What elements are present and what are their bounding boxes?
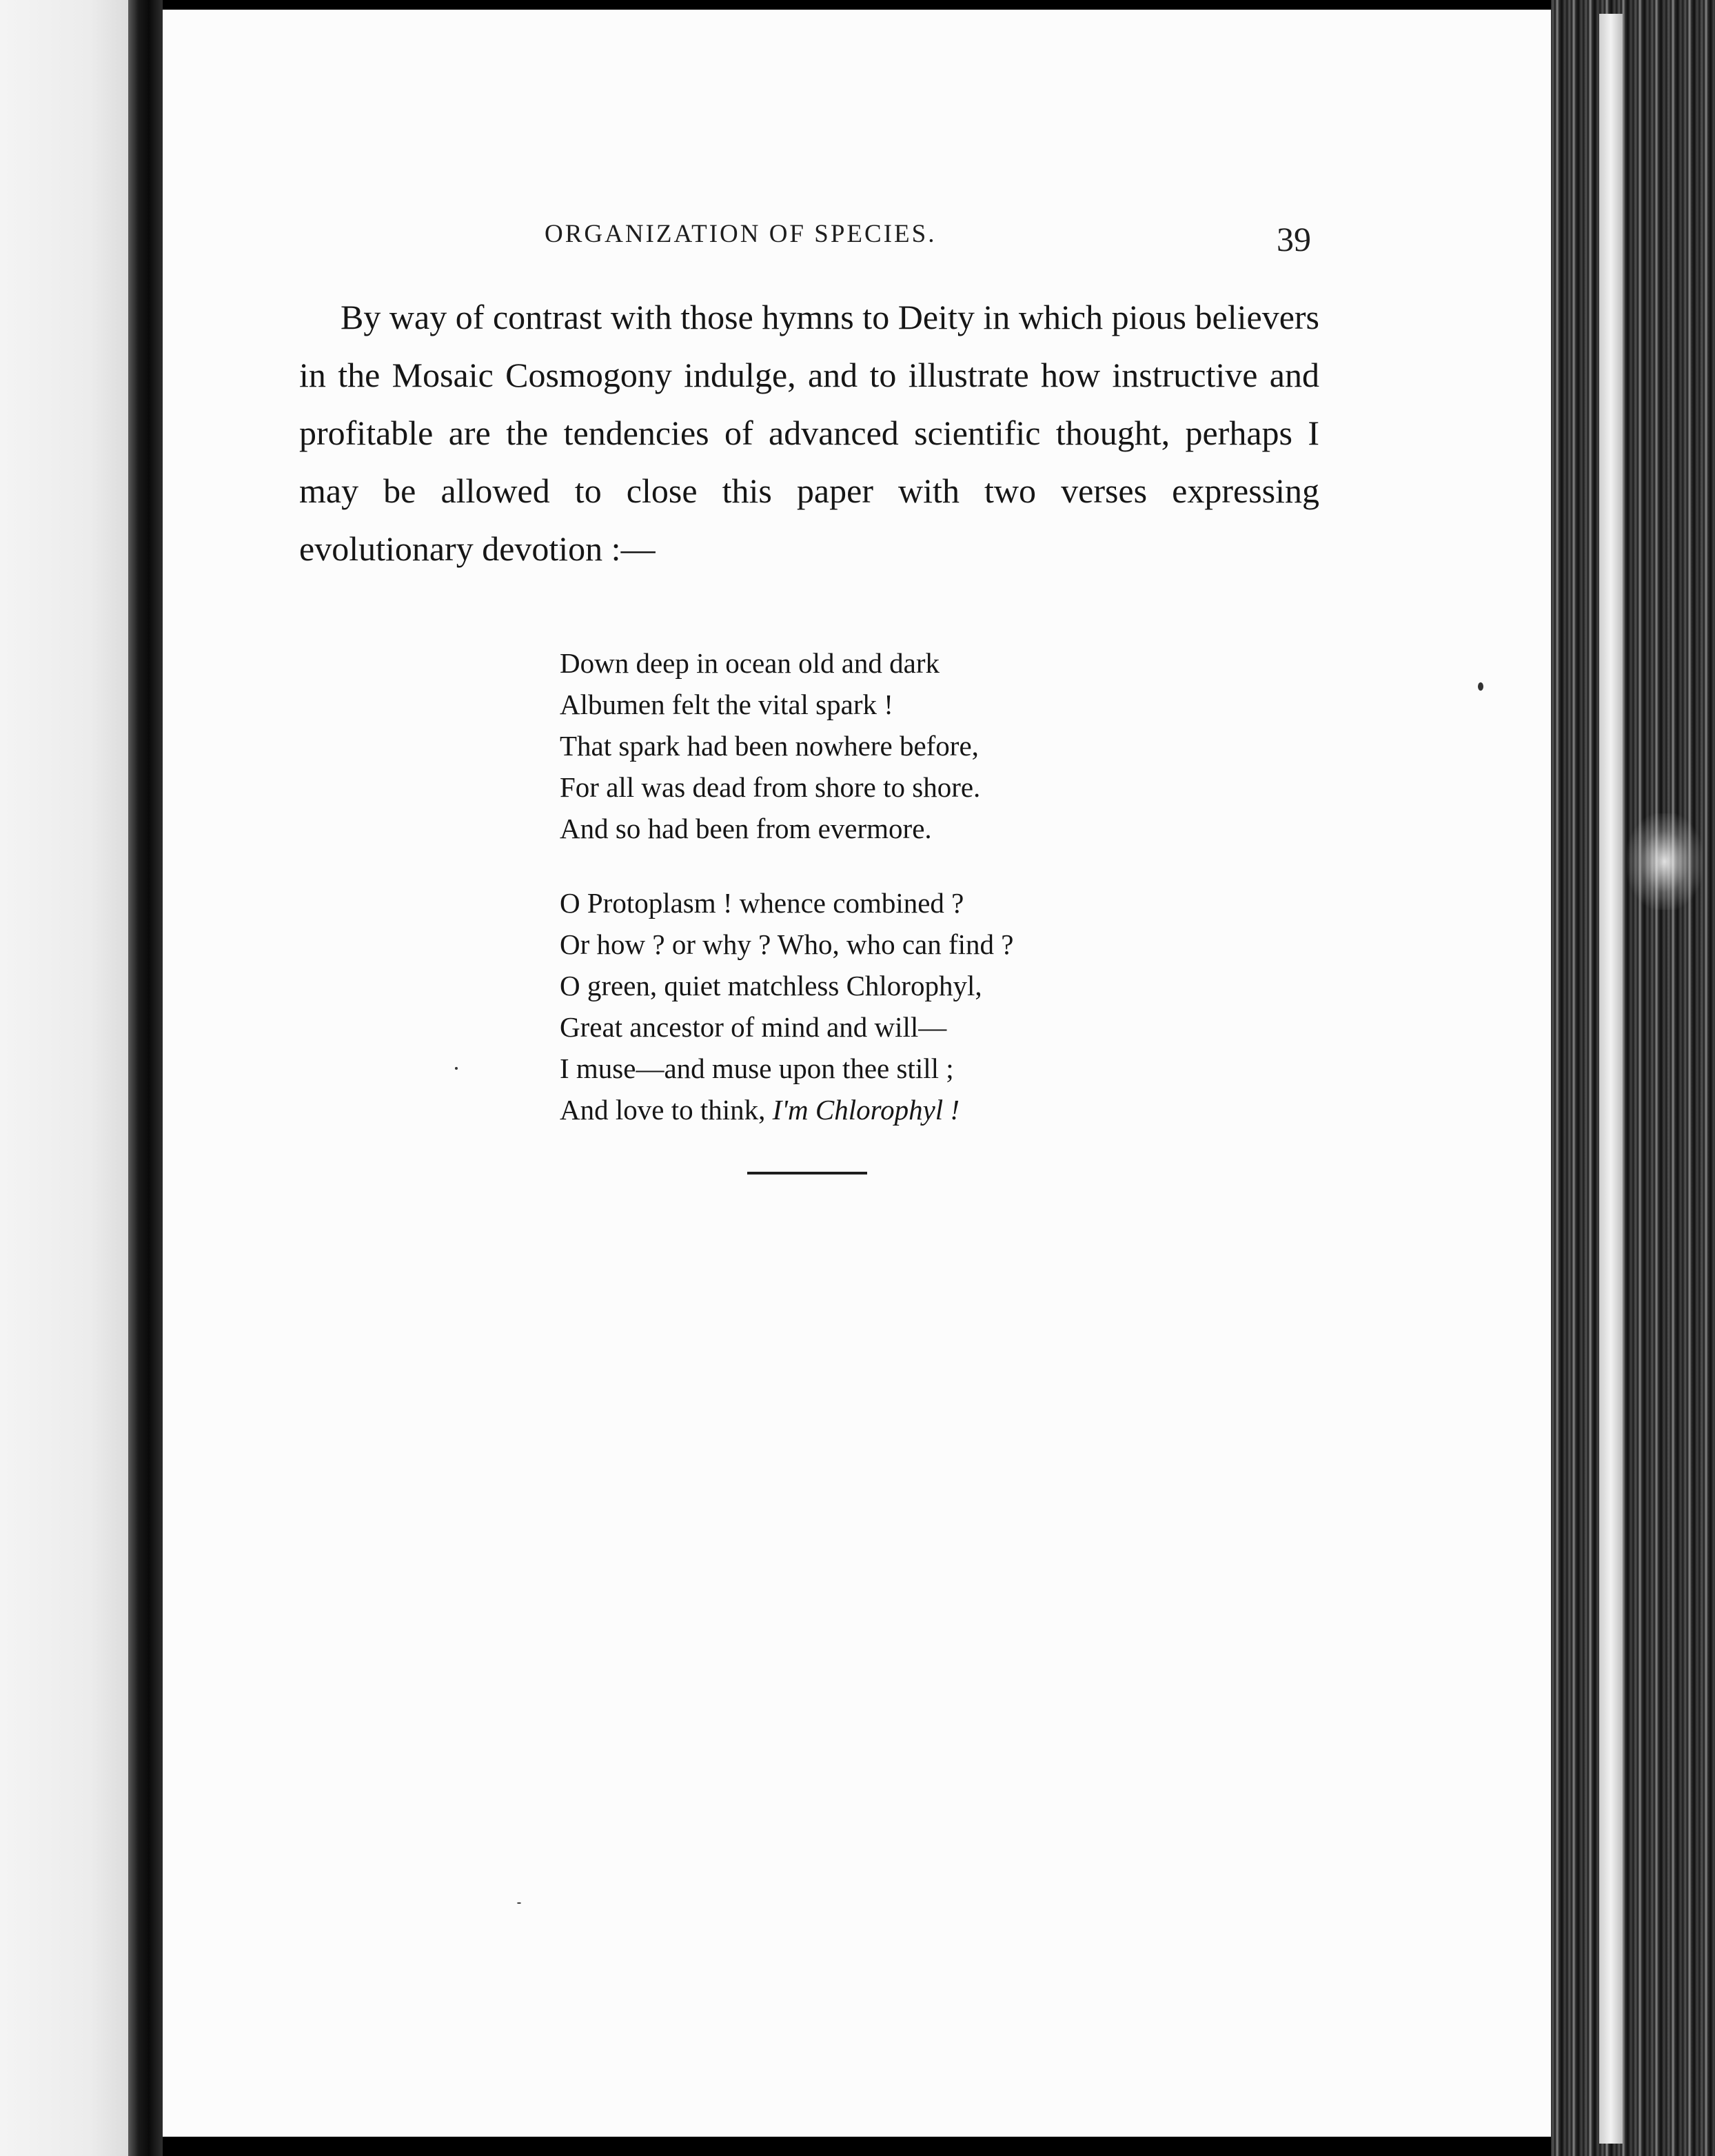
verse-line: O green, quiet matchless Chlorophyl, xyxy=(560,970,982,1001)
book-gutter xyxy=(128,0,163,2156)
verse-last-line xyxy=(560,1089,1180,1130)
paragraph: By way of contrast with those hymns to Deity in which pious believers in the Mosaic Cosmogony indulge, and to illustrate how instructive and profitable are the tendencies of advanced scientific thought, perhaps I may be allowed to close this paper with two verses expressing evolutionary devotion :— xyxy=(299,298,1319,568)
verse-line: Or how ? or why ? Who, who can find ? xyxy=(560,928,1014,960)
ink-speck xyxy=(1478,682,1483,691)
running-head: ORGANIZATION OF SPECIES. xyxy=(545,220,937,248)
verse-line: Down deep in ocean old and dark xyxy=(560,647,940,679)
verse-line: And so had been from evermore. xyxy=(560,813,932,844)
verse-line: For all was dead from shore to shore. xyxy=(560,771,981,803)
verse-line: Albumen felt the vital spark ! xyxy=(560,689,893,720)
facing-page-edge xyxy=(0,0,128,2156)
verse-line: Great ancestor of mind and will— xyxy=(560,1011,947,1043)
ink-speck xyxy=(517,1902,521,1904)
verse-line: O Protoplasm ! whence combined ? xyxy=(560,887,964,919)
end-rule xyxy=(747,1172,867,1174)
verse-2 xyxy=(560,882,1180,1130)
verse-1 xyxy=(560,642,1180,849)
page-number: 39 xyxy=(1277,220,1311,258)
verse-line: That spark had been nowhere before, xyxy=(560,730,979,762)
light-glare xyxy=(1627,813,1703,910)
ink-speck xyxy=(455,1067,458,1070)
verse-line: I muse—and muse upon thee still ; xyxy=(560,1052,954,1084)
body-text xyxy=(299,288,1319,578)
verse-line-text: And love to think, xyxy=(560,1094,766,1126)
page-edge-highlight xyxy=(1599,14,1623,2144)
verse-italic-text: I'm Chlorophyl ! xyxy=(772,1094,960,1126)
page-block-edge xyxy=(1551,0,1715,2156)
